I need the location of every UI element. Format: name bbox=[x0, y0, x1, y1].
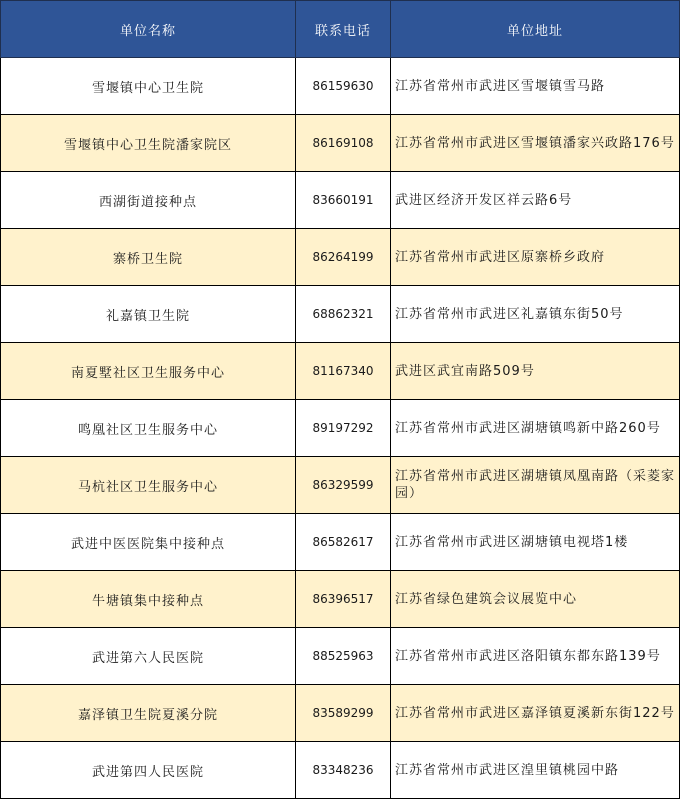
cell-name: 寨桥卫生院 bbox=[1, 229, 296, 286]
cell-address: 武进区武宜南路509号 bbox=[391, 343, 680, 400]
cell-phone: 86582617 bbox=[296, 514, 391, 571]
cell-name: 礼嘉镇卫生院 bbox=[1, 286, 296, 343]
cell-address: 江苏省绿色建筑会议展览中心 bbox=[391, 571, 680, 628]
table-row bbox=[1, 172, 680, 229]
table-row bbox=[1, 742, 680, 799]
cell-phone: 68862321 bbox=[296, 286, 391, 343]
cell-name: 嘉泽镇卫生院夏溪分院 bbox=[1, 685, 296, 742]
cell-address: 武进区经济开发区祥云路6号 bbox=[391, 172, 680, 229]
cell-name: 武进第四人民医院 bbox=[1, 742, 296, 799]
cell-address: 江苏省常州市武进区洛阳镇东都东路139号 bbox=[391, 628, 680, 685]
cell-phone: 86159630 bbox=[296, 58, 391, 115]
table-row bbox=[1, 685, 680, 742]
table-row bbox=[1, 457, 680, 514]
cell-name: 武进第六人民医院 bbox=[1, 628, 296, 685]
table-row bbox=[1, 58, 680, 115]
cell-name: 西湖街道接种点 bbox=[1, 172, 296, 229]
cell-phone: 83660191 bbox=[296, 172, 391, 229]
cell-address: 江苏省常州市武进区原寨桥乡政府 bbox=[391, 229, 680, 286]
table-row bbox=[1, 286, 680, 343]
cell-name: 牛塘镇集中接种点 bbox=[1, 571, 296, 628]
cell-phone: 88525963 bbox=[296, 628, 391, 685]
table-row bbox=[1, 400, 680, 457]
column-header-address: 单位地址 bbox=[391, 1, 680, 58]
column-header-phone: 联系电话 bbox=[296, 1, 391, 58]
cell-phone: 83348236 bbox=[296, 742, 391, 799]
table-header-row bbox=[1, 1, 680, 58]
cell-phone: 86329599 bbox=[296, 457, 391, 514]
cell-name: 雪堰镇中心卫生院 bbox=[1, 58, 296, 115]
table-row bbox=[1, 343, 680, 400]
table-row bbox=[1, 514, 680, 571]
cell-address: 江苏省常州市武进区雪堰镇潘家兴政路176号 bbox=[391, 115, 680, 172]
cell-name: 武进中医医院集中接种点 bbox=[1, 514, 296, 571]
table-row bbox=[1, 628, 680, 685]
column-header-name: 单位名称 bbox=[1, 1, 296, 58]
cell-phone: 83589299 bbox=[296, 685, 391, 742]
cell-address: 江苏省常州市武进区雪堰镇雪马路 bbox=[391, 58, 680, 115]
cell-name: 雪堰镇中心卫生院潘家院区 bbox=[1, 115, 296, 172]
cell-phone: 86264199 bbox=[296, 229, 391, 286]
cell-address: 江苏省常州市武进区嘉泽镇夏溪新东街122号 bbox=[391, 685, 680, 742]
cell-phone: 86396517 bbox=[296, 571, 391, 628]
cell-address: 江苏省常州市武进区湖塘镇鸣新中路260号 bbox=[391, 400, 680, 457]
cell-address: 江苏省常州市武进区礼嘉镇东街50号 bbox=[391, 286, 680, 343]
cell-name: 南夏墅社区卫生服务中心 bbox=[1, 343, 296, 400]
table-row bbox=[1, 115, 680, 172]
cell-phone: 81167340 bbox=[296, 343, 391, 400]
cell-address: 江苏省常州市武进区湟里镇桃园中路 bbox=[391, 742, 680, 799]
cell-phone: 86169108 bbox=[296, 115, 391, 172]
cell-address: 江苏省常州市武进区湖塘镇电视塔1楼 bbox=[391, 514, 680, 571]
cell-phone: 89197292 bbox=[296, 400, 391, 457]
cell-name: 马杭社区卫生服务中心 bbox=[1, 457, 296, 514]
cell-name: 鸣凰社区卫生服务中心 bbox=[1, 400, 296, 457]
cell-address: 江苏省常州市武进区湖塘镇凤凰南路（采菱家园） bbox=[391, 457, 680, 514]
table-row bbox=[1, 229, 680, 286]
table-row bbox=[1, 571, 680, 628]
